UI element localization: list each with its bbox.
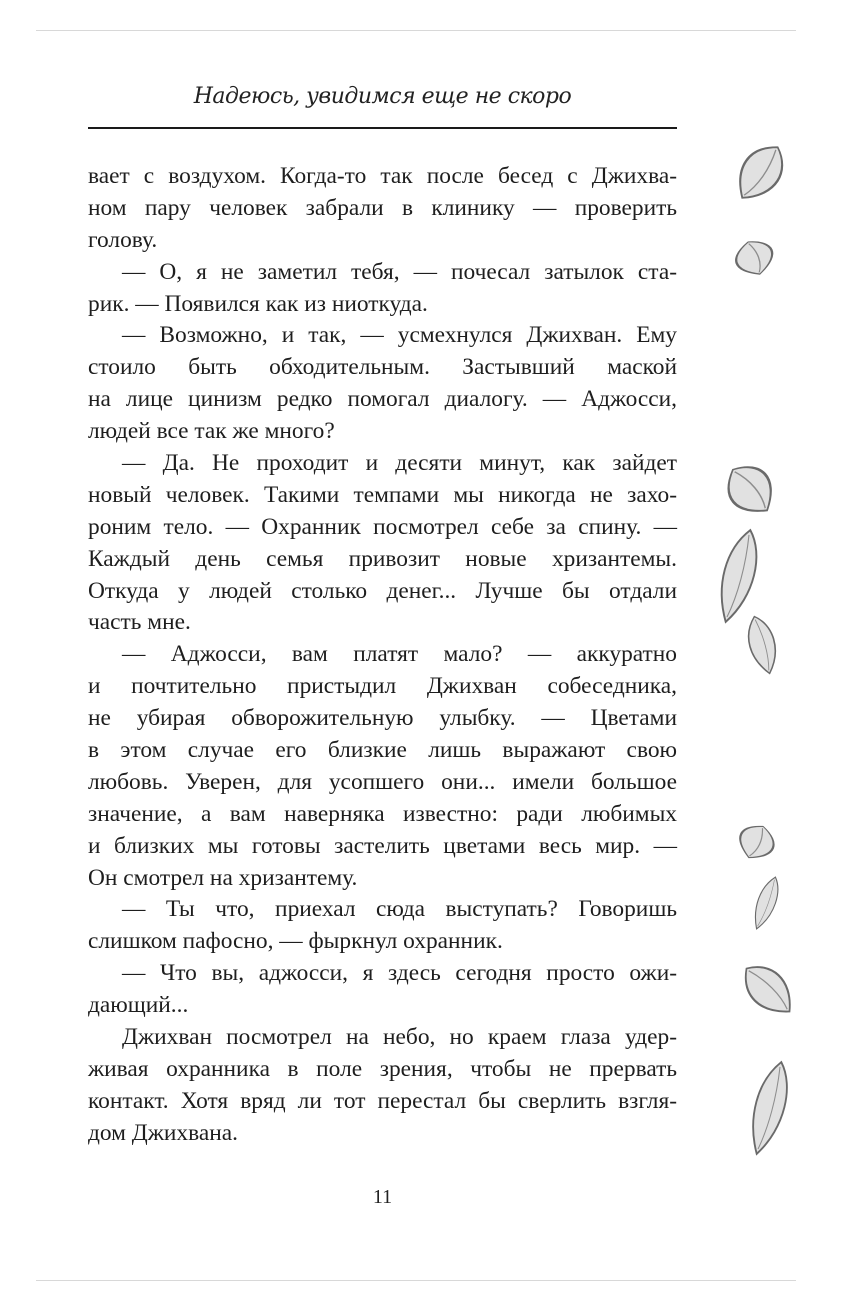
page-number: 11 <box>372 1186 393 1208</box>
text-line: ном пару человек забрали в клинику — проверить <box>88 194 677 221</box>
running-head: Надеюсь, увидимся еще не скоро <box>193 84 572 109</box>
petal-icon <box>740 958 796 1022</box>
petal-icon <box>746 1058 792 1158</box>
petal-icon <box>752 874 780 932</box>
text-line: роним тело. — Охранник посмотрел себе за спину. — <box>88 513 677 540</box>
text-line: голову. <box>88 226 158 253</box>
text-line: любовь. Уверен, для усопшего они... имели большое <box>88 768 677 795</box>
page-edge-bottom <box>36 1280 796 1281</box>
text-line: новый человек. Такими темпами мы никогда не захо- <box>88 481 677 508</box>
text-line: слишком пафосно, — фыркнул охранник. <box>88 928 503 955</box>
text-line: — О, я не заметил тебя, — почесал затылок ста- <box>122 258 677 285</box>
text-line: в этом случае его близкие лишь выражают свою <box>88 737 677 764</box>
petal-icon <box>716 462 784 518</box>
text-line: Каждый день семья привозит новые хризантемы. <box>88 545 677 572</box>
text-line: рик. — Появился как из ниоткуда. <box>88 290 428 317</box>
petal-icon <box>714 526 762 626</box>
petal-icon <box>730 140 790 205</box>
page-edge-top <box>36 30 796 31</box>
text-line: — Ты что, приехал сюда выступать? Говоришь <box>122 896 677 923</box>
text-line: дающий... <box>88 992 189 1019</box>
header-rule <box>88 127 677 129</box>
petal-icon <box>724 240 784 276</box>
text-line: на лице цинизм редко помогал диалогу. — Аджосси, <box>88 386 677 413</box>
petal-icon <box>742 614 782 676</box>
text-line: вает с воздухом. Когда-то так после бесед с Джихва- <box>88 163 677 189</box>
text-line: дом Джихвана. <box>88 1119 238 1146</box>
text-line: значение, а вам наверняка известно: ради любимых <box>88 800 677 827</box>
text-line: и близких мы готовы застелить цветами весь мир. — <box>88 832 677 859</box>
text-line: Откуда у людей столько денег... Лучше бы отдали <box>88 577 677 604</box>
text-line: живая охранника в поле зрения, чтобы не прервать <box>88 1055 677 1082</box>
text-line: не убирая обворожительную улыбку. — Цветами <box>88 705 677 732</box>
text-line: и почтительно пристыдил Джихван собеседника, <box>88 673 677 700</box>
text-line: — Возможно, и так, — усмехнулся Джихван. Ему <box>122 322 677 349</box>
text-line: контакт. Хотя вряд ли тот перестал бы сверлить взгля- <box>88 1087 677 1114</box>
petal-icon <box>728 824 784 860</box>
text-line: людей все так же много? <box>88 418 335 445</box>
body-text <box>88 161 677 1150</box>
text-line: — Да. Не проходит и десяти минут, как зайдет <box>122 450 677 477</box>
text-line: — Аджосси, вам платят мало? — аккуратно <box>122 641 677 668</box>
text-line: — Что вы, аджосси, я здесь сегодня просто ожи- <box>122 960 677 987</box>
text-line: часть мне. <box>88 609 191 636</box>
text-line: Джихван посмотрел на небо, но краем глаза удер- <box>122 1024 677 1051</box>
text-line: стоило быть обходительным. Застывший маской <box>88 354 677 381</box>
text-line: Он смотрел на хризантему. <box>88 864 358 891</box>
